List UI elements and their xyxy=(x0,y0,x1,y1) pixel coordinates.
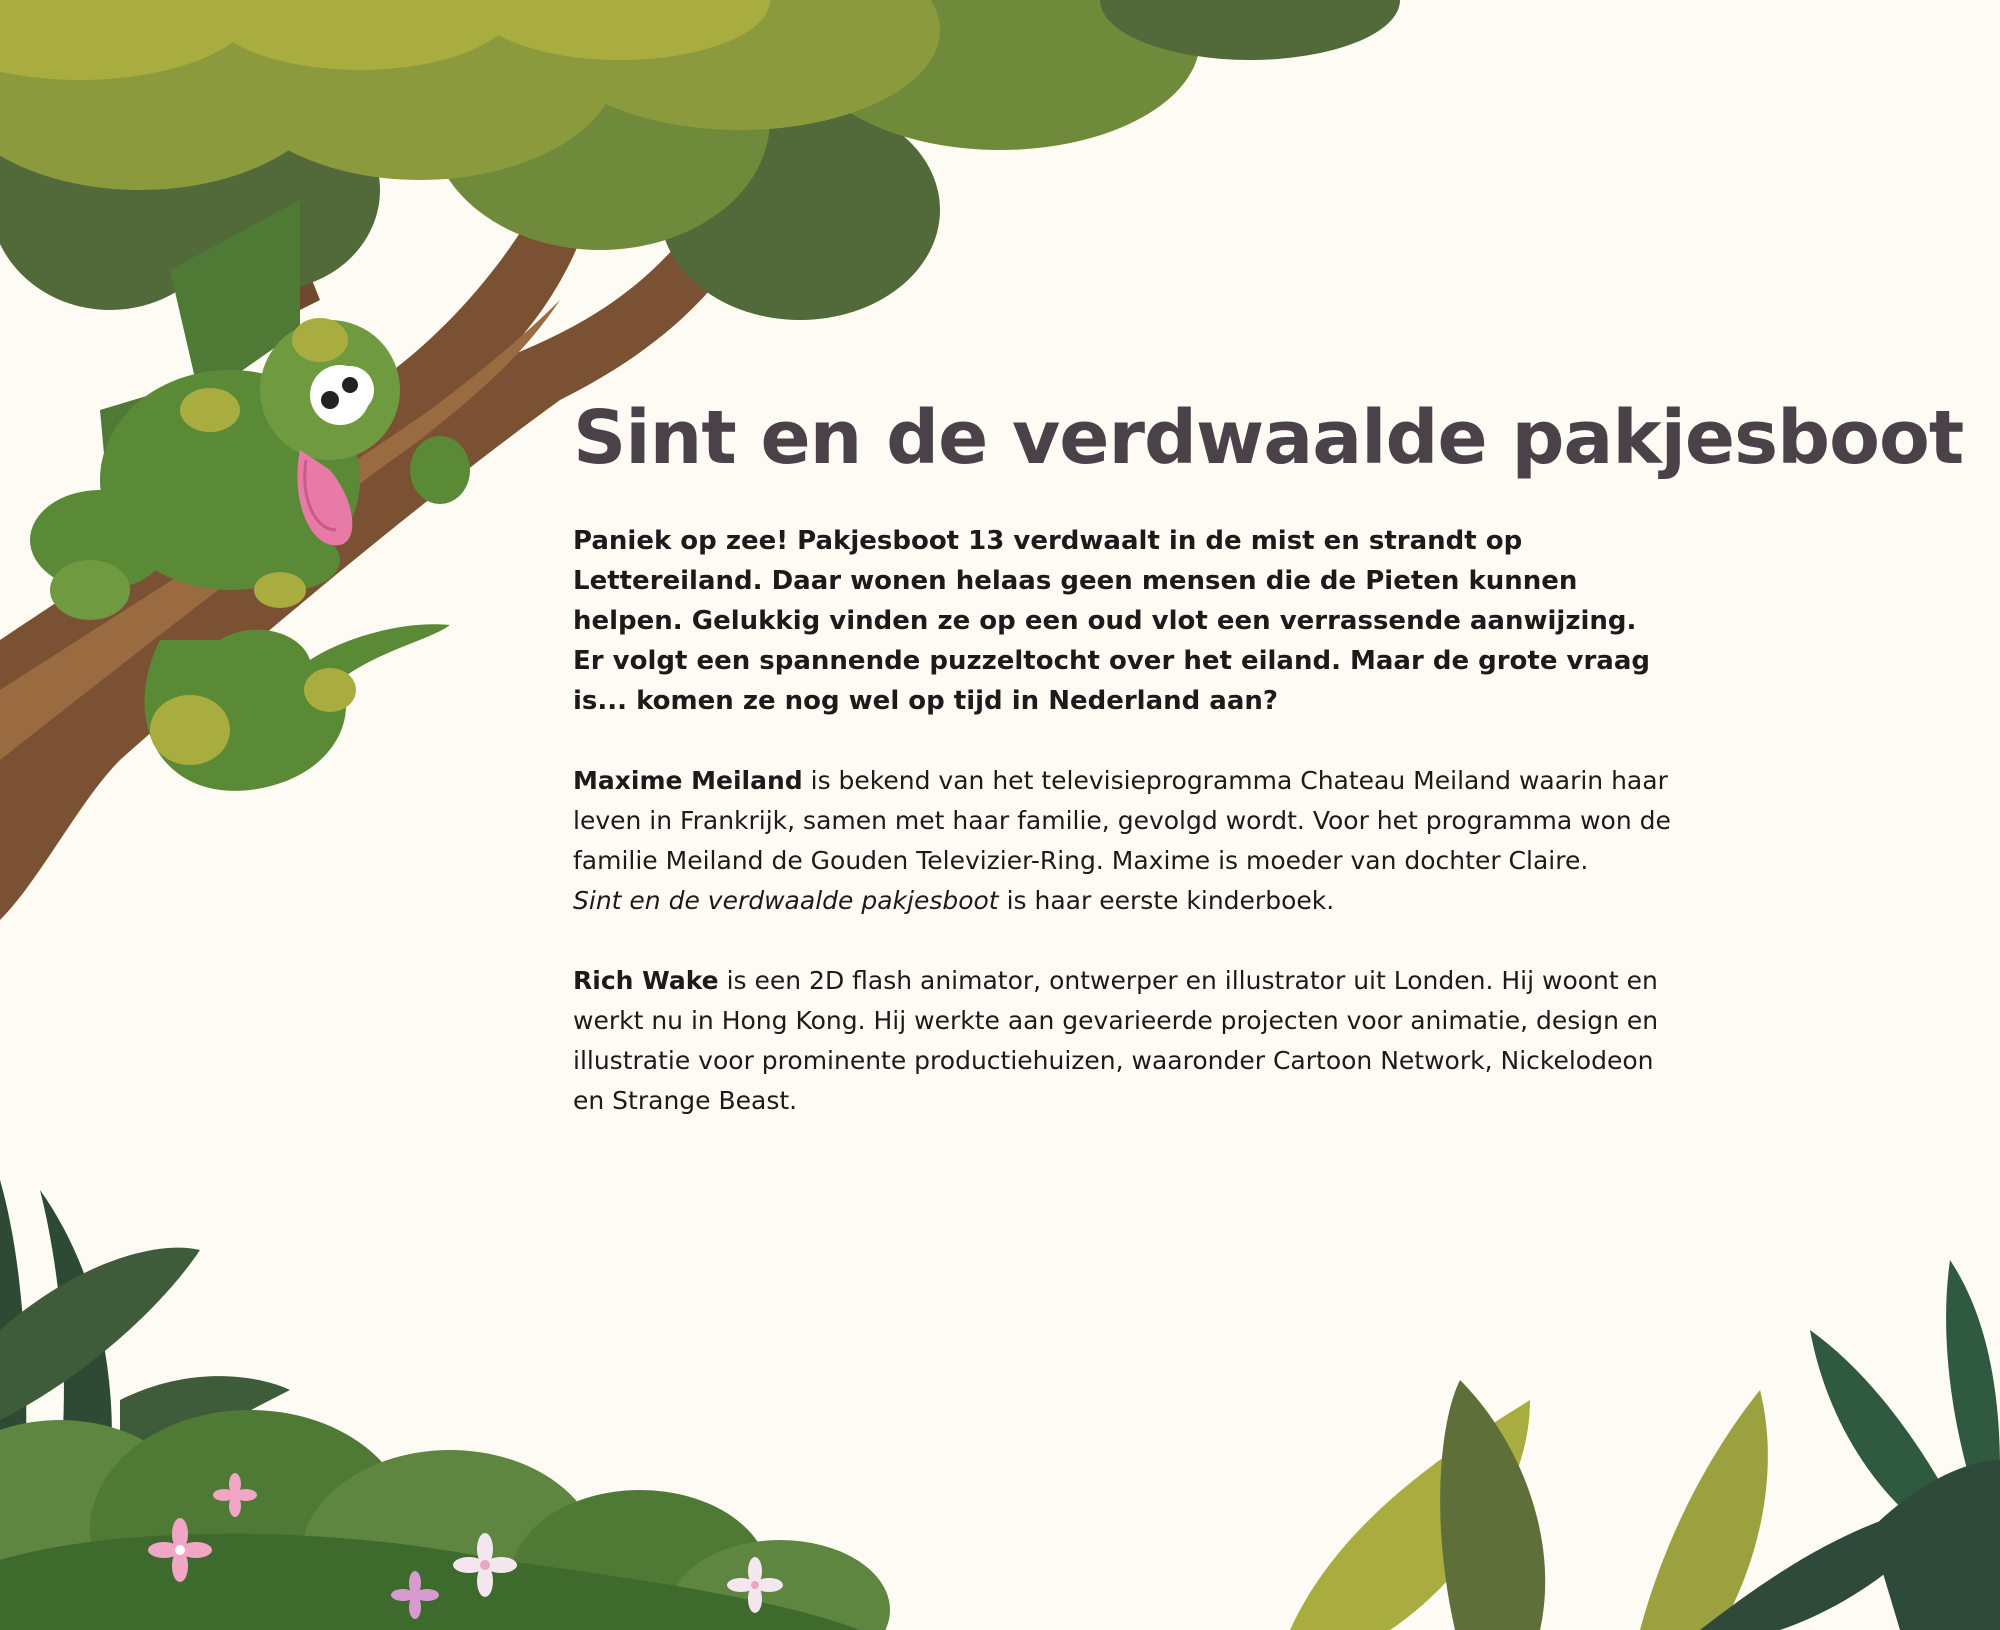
author-bio xyxy=(573,761,1673,921)
book-blurb: Paniek op zee! Pakjesboot 13 verdwaalt in de mist en strandt op Lettereiland. Daar wonen helaas geen mensen die de Pieten kunnen helpen. Gelukkig vinden ze op een oud vlot een verrassende aanwijzing. Er volgt een spannende puzzeltocht over het eiland. Maar de grote vraag is... komen ze nog wel op tijd in Nederland aan? xyxy=(573,526,1651,716)
illustrator-bio xyxy=(573,961,1673,1121)
illustrator-bio-text: is een 2D flash animator, ontwerper en illustrator uit Londen. Hij woont en werkt nu in Hong Kong. Hij werkte aan gevarieerde projecten voor animatie, design en illustratie voor prominente productiehuizen, waaronder Cartoon Network, Nickelodeon en Strange Beast. xyxy=(573,966,1659,1115)
jungle-leaves xyxy=(1290,1260,2000,1630)
author-book-title: Sint en de verdwaalde pakjesboot xyxy=(573,886,999,915)
author-name: Maxime Meiland xyxy=(573,766,803,795)
book-title: Sint en de verdwaalde pakjesboot xyxy=(573,395,1964,481)
author-bio-end: is haar eerste kinderboek. xyxy=(1006,886,1335,915)
book-description xyxy=(573,395,1964,1161)
author-bio-text: is bekend van het televisieprogramma Chateau Meiland waarin haar leven in Frankrijk, samen met haar familie, gevolgd wordt. Voor het programma won de familie Meiland de Gouden Televizier-Ring. Maxime is moeder van dochter Claire. xyxy=(573,766,1671,875)
illustrator-name: Rich Wake xyxy=(573,966,719,995)
